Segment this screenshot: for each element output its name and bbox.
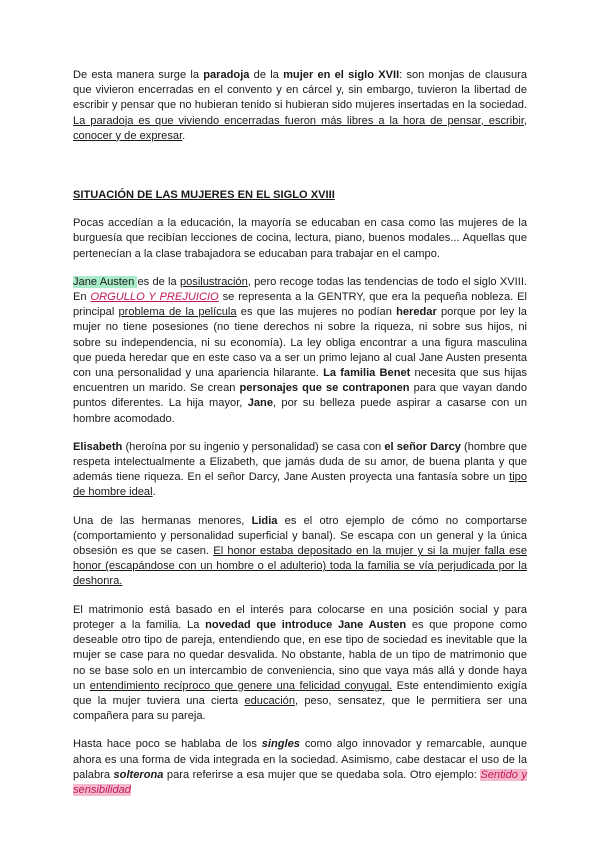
underlined-posilustracion: posilustración (179, 275, 248, 288)
underlined-educacion: educación (244, 694, 296, 707)
bold-senor-darcy: el señor Darcy (384, 440, 461, 453)
text: Hasta hace poco se hablaba de los (73, 738, 262, 751)
text: En (73, 291, 91, 304)
underlined-hombre-ideal: tipo de hombre ideal (73, 471, 527, 499)
section-heading: SITUACIÓN DE LAS MUJERES EN EL SIGLO XVIII (73, 189, 335, 202)
bold-familia-benet: La familia Benet (323, 367, 411, 380)
text: . (182, 129, 186, 142)
bold-italic-singles: singles (261, 738, 300, 751)
text: es que propone como deseable otro tipo de pareja, entendiendo que, en ese tipo de sociedad es inevitable que la mujer se case para no quedar desvalida. No obstante, habla de un tipo de matrimonio que no se base solo en un intercambio de conveniencia, sino que vaya más allá y donde haya un (73, 618, 527, 692)
text: Una de las hermanas menores, (73, 514, 252, 527)
bold-personajes: personajes que se contraponen (239, 382, 410, 395)
text: , peso, sensatez, que le permitiera ser una compañera para su pareja. (73, 694, 527, 723)
title-sentido-y-sensibilidad: Sentido y sensibilidad (73, 768, 527, 796)
bold-italic-solterona: solterona (113, 768, 164, 781)
paragraph-singles (73, 737, 527, 798)
document-page (73, 68, 527, 798)
text: es de la (137, 275, 180, 288)
text: necesita que sus hijas encuentren un marido. Se crean (73, 367, 527, 395)
text: es el otro ejemplo de cómo no comportarse (comportamiento y personalidad superficial y banal). Se escapa con un general y la única obsesión es que se casen. (73, 514, 528, 558)
bold-heredar: heredar (396, 306, 437, 319)
underlined-entendimiento: entendimiento recíproco que genere una felicidad conyugal. (89, 679, 393, 692)
text: de la (249, 69, 284, 81)
text: : son monjas de clausura que vivieron encerradas en el convento y en cárcel y, sin embargo, tuvieron la libertad de escribir y pensar que no hubieran tenido si hubieran sido mujeres insertadas en la sociedad. (73, 69, 527, 112)
underlined-honor: El honor estaba depositado en la mujer y si la mujer falla ese honor (escapándose con un hombre o el adulterio) toda la familia se vía perjudicada por la deshonra. (73, 545, 528, 588)
bold-novedad: novedad que introduce Jane Austen (205, 618, 407, 631)
highlight-jane-austen: Jane Austen (73, 275, 138, 288)
text: (heroína por su ingenio y personalidad) se casa con (122, 440, 385, 453)
text: para que vayan dando puntos diferentes. La hija mayor, (73, 382, 527, 410)
text: como algo innovador y remarcable, aunque ahora es una forma de vida integrada en la sociedad. Asimismo, cabe destacar el uso de la palabra (73, 738, 527, 781)
paragraph-paradoja (73, 68, 527, 144)
paragraph-matrimonio (73, 603, 527, 725)
paragraph-educacion: Pocas accedían a la educación, la mayoría se educaban en casa como las mujeres de la burguesía que recibían lecciones de cocina, lectura, piano, buenos modales... Aquellas que pertenecían a la clase trabajadora se educaban para trabajar en el campo. (73, 217, 527, 260)
bold-mujer-siglo-xvii: mujer en el siglo XVII (283, 69, 400, 81)
bold-lidia: Lidia (251, 514, 278, 527)
text: es que las mujeres no podían (236, 306, 397, 319)
bold-jane: Jane (247, 397, 273, 410)
text: Este entendimiento exigía que la mujer tuviera una cierta (73, 679, 528, 707)
underlined-paradoja-sentence: La paradoja es que viviendo encerradas fueron más libres a la hora de pensar, escribir, conocer y de expresar (73, 114, 527, 142)
text: De esta manera surge la (73, 69, 204, 81)
bold-elisabeth: Elisabeth (73, 440, 123, 453)
text: se representa a la GENTRY, que era la pequeña nobleza. El principal (73, 291, 527, 319)
title-orgullo-y-prejuicio: ORGULLO Y PREJUICIO (90, 291, 219, 304)
text: , pero recoge todas las tendencias de todo el siglo XVIII. (247, 275, 527, 288)
underlined-problema: problema de la película (118, 306, 237, 319)
paragraph-lidia (73, 514, 527, 590)
paragraph-elisabeth (73, 440, 527, 501)
text: El matrimonio está basado en el interés para colocarse en una posición social y para proteger a la familia. La (73, 603, 527, 631)
text: (hombre que respeta intelectualmente a Elizabeth, que jamás duda de su amor, de buena planta y que además tiene riqueza. En el señor Darcy, Jane Austen proyecta una fantasía sobre un (73, 440, 528, 484)
bold-paradoja: paradoja (203, 69, 250, 81)
text: porque por ley la mujer no tiene posesiones (no tiene derechos ni sobre la riqueza, ni sobre sus hijos, ni sobre su independencia, ni su economía). La ley obliga encontrar a una figura masculina que pueda heredar que en este caso va a ser un primo lejano al cual Jane Austen presenta con una personalidad y una apariencia hilarante. (73, 306, 527, 380)
text: . (152, 486, 156, 499)
text: para referirse a esa mujer que se quedaba sola. Otro ejemplo: (163, 768, 481, 781)
paragraph-jane-austen (73, 275, 527, 427)
text: , por su belleza puede aspirar a casarse con un hombre acomodado. (73, 397, 528, 425)
